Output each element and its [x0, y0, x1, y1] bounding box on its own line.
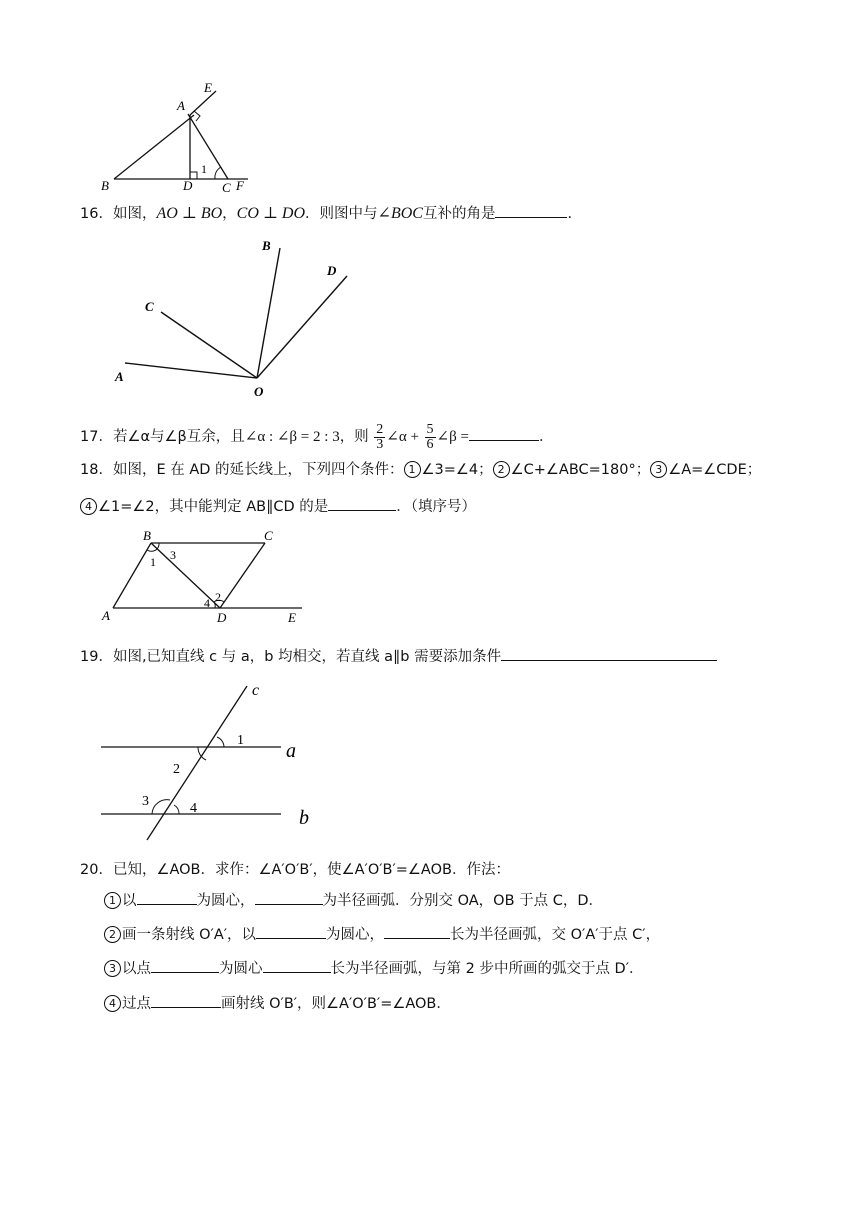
figure-q18-parallelogram: [95, 526, 310, 626]
q17-end: ．: [538, 429, 554, 445]
q20-s2-b: 为圆心，: [326, 927, 385, 943]
q20-step-3-marker: 3: [104, 960, 121, 977]
question-20-intro: [80, 860, 510, 880]
q20-s2-c: 长为半径画弧，交 O′A′于点 C′，: [450, 927, 661, 943]
q20-s1-blank-2[interactable]: [255, 889, 323, 905]
q16-math-a: AO ⊥ BO: [156, 205, 223, 222]
q18-answer-blank[interactable]: [328, 495, 396, 511]
q16-answer-blank[interactable]: [495, 202, 567, 218]
q17-fraction-2: [425, 423, 436, 452]
label-angle-4: 4: [204, 596, 210, 610]
q18-line-1: 如图，E 在 AD 的延长线上，下列四个条件：: [112, 462, 404, 478]
label-A: A: [102, 608, 110, 623]
q20-s3-blank-2[interactable]: [263, 957, 331, 973]
q20-s3-blank-1[interactable]: [151, 957, 219, 973]
q17-frac1-denominator: 3: [376, 436, 384, 452]
q18-condition-1: ∠3=∠4；: [421, 462, 493, 478]
label-B: B: [143, 528, 151, 543]
q17-frac2-numerator: 5: [426, 421, 434, 437]
q17-number: 17．: [80, 429, 113, 445]
question-20-step-2: [104, 923, 660, 945]
label-a: a: [286, 740, 296, 762]
label-B: B: [101, 178, 109, 193]
q20-step-4-marker: 4: [104, 995, 121, 1012]
q19-answer-blank[interactable]: [501, 645, 717, 661]
question-20-step-1: [104, 889, 603, 911]
figure-q19-transversal: [95, 682, 325, 844]
label-b: b: [299, 807, 309, 829]
q18-number: 18．: [80, 462, 113, 478]
q17-frac1-numerator: 2: [376, 421, 384, 437]
figure-q16-rays: [105, 232, 365, 402]
q17-term-2: ∠β =: [436, 429, 469, 445]
label-F: F: [236, 178, 244, 193]
q19-number: 19．: [80, 649, 113, 665]
label-E: E: [204, 80, 212, 95]
label-D: D: [217, 610, 227, 625]
label-C: C: [222, 180, 231, 195]
q16-math-b: CO ⊥ DO: [236, 205, 306, 222]
question-20-step-3: [104, 957, 644, 979]
q20-number: 20．: [80, 862, 113, 878]
q20-s4-a: 过点: [122, 996, 151, 1012]
question-17: [80, 420, 553, 454]
q18-condition-3-marker: 3: [650, 461, 667, 478]
q20-s4-blank-1[interactable]: [151, 992, 221, 1008]
q16-sep: ，: [222, 206, 237, 222]
q20-step-2-marker: 2: [104, 926, 121, 943]
q20-s1-a: 以: [122, 893, 137, 909]
q18-condition-2-marker: 2: [493, 461, 510, 478]
q16-text-c: 互补的角是: [422, 206, 496, 222]
label-angle-1: 1: [201, 162, 207, 176]
label-angle-2: 2: [215, 590, 221, 604]
q18-condition-4-marker: 4: [80, 498, 97, 515]
label-B: B: [262, 238, 271, 253]
label-E: E: [288, 610, 296, 625]
q16-text-b: ．则图中与: [305, 206, 378, 222]
q16-number: 16．: [80, 206, 113, 222]
q20-s3-a: 以点: [122, 961, 151, 977]
label-O: O: [254, 384, 264, 399]
q20-s2-blank-2[interactable]: [384, 923, 450, 939]
label-A: A: [177, 98, 185, 113]
q17-text-a: 若∠α与∠β互余，且: [112, 429, 245, 445]
q17-frac2-denominator: 6: [426, 436, 434, 452]
question-20-step-4: [104, 992, 451, 1014]
q16-end: ．: [567, 206, 582, 222]
q20-s4-b: 画射线 O′B′，则∠A′O′B′=∠AOB．: [221, 996, 451, 1012]
q20-s2-blank-1[interactable]: [256, 923, 326, 939]
label-D: D: [327, 263, 337, 278]
figure-q15-triangle: [95, 78, 260, 196]
q20-s2-a: 画一条射线 O′A′，以: [122, 927, 257, 943]
q18-condition-3: ∠A=∠CDE；: [668, 462, 762, 478]
q20-s3-c: 长为半径画弧，与第 2 步中所画的弧交于点 D′．: [330, 961, 644, 977]
label-C: C: [145, 299, 154, 314]
question-19: [80, 645, 717, 667]
label-angle-4: 4: [190, 801, 197, 816]
label-angle-2: 2: [173, 762, 180, 777]
label-A: A: [115, 369, 124, 384]
label-angle-1: 1: [237, 733, 244, 748]
label-D: D: [183, 178, 193, 193]
q17-answer-blank[interactable]: [469, 425, 539, 441]
label-angle-3: 3: [142, 794, 149, 809]
label-angle-3: 3: [170, 548, 176, 562]
q18-end: ．（填序号）: [396, 499, 476, 515]
q18-condition-4: ∠1=∠2，其中能判定 AB∥CD 的是: [98, 499, 329, 515]
q16-math-c: ∠BOC: [377, 205, 423, 222]
question-18-line-1: [80, 460, 761, 480]
label-angle-1: 1: [150, 555, 156, 569]
question-16: [80, 202, 582, 224]
q20-step-1-marker: 1: [104, 892, 121, 909]
q18-condition-1-marker: 1: [404, 461, 421, 478]
q16-text-a: 如图，: [112, 206, 157, 222]
q19-text: 如图,已知直线 c 与 a，b 均相交，若直线 a∥b 需要添加条件: [112, 649, 502, 665]
q18-condition-2: ∠C+∠ABC=180°；: [510, 462, 651, 478]
q17-term-1: ∠α +: [386, 429, 419, 445]
question-18-line-2: [80, 495, 476, 517]
q20-s1-b: 为圆心，: [196, 893, 255, 909]
q20-s1-c: 为半径画弧．分别交 OA，OB 于点 C，D．: [322, 893, 604, 909]
q17-text-b: ，则: [339, 429, 369, 445]
q20-s1-blank-1[interactable]: [137, 889, 197, 905]
q20-intro: 已知，∠AOB．求作：∠A′O′B′，使∠A′O′B′=∠AOB．作法：: [112, 862, 510, 878]
q17-fraction-1: [374, 423, 385, 452]
q20-s3-b: 为圆心: [219, 961, 263, 977]
label-C: C: [264, 528, 273, 543]
q17-ratio: ∠α : ∠β = 2 : 3: [244, 429, 340, 445]
label-c: c: [252, 682, 260, 699]
